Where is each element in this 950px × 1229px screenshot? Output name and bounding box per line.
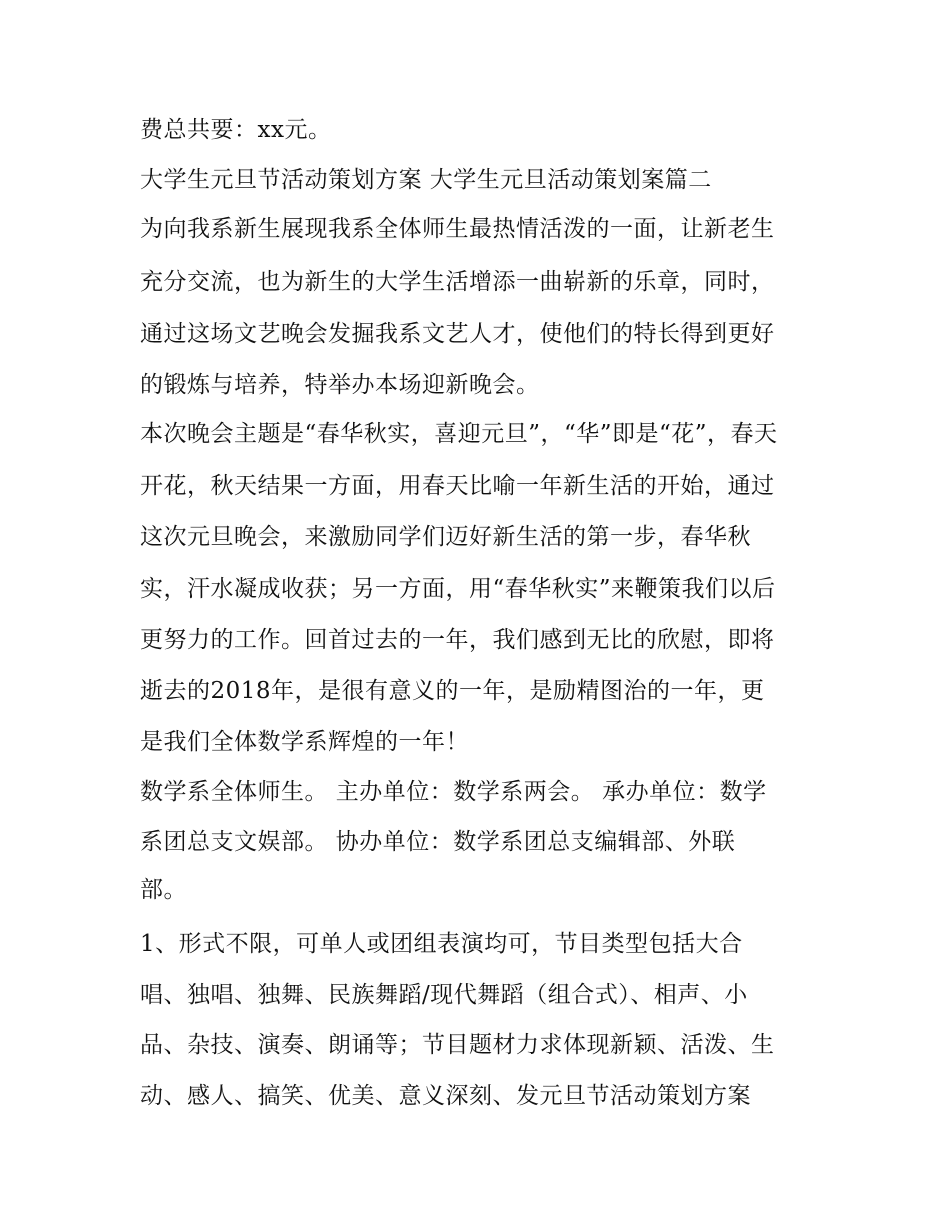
text-line: 的锻炼与培养，特举办本场迎新晚会。 [140,372,540,398]
text-line: 费总共要：xx元。 [140,117,332,143]
text-line: 开花，秋天结果一方面，用春天比喻一年新生活的开始，通过 [140,473,775,499]
text-line: 是我们全体数学系辉煌的一年！ [140,729,469,755]
text-line: 1、形式不限，可单人或团组表演均可，节目类型包括大合 [140,931,743,957]
text-line: 实，汗水凝成收获；另一方面，用“春华秋实”来鞭策我们以后 [140,576,776,602]
text-line: 品、杂技、演奏、朗诵等；节目题材力求体现新颖、活泼、生 [140,1032,775,1058]
text-line: 大学生元旦节活动策划方案 大学生元旦活动策划案篇二 [140,167,712,193]
text-line: 本次晚会主题是“春华秋实，喜迎元旦”，“华”即是“花”，春天 [140,421,778,447]
text-line: 通过这场文艺晚会发掘我系文艺人才，使他们的特长得到更好 [140,321,775,347]
text-line: 唱、独唱、独舞、民族舞蹈/现代舞蹈（组合式）、相声、小 [140,982,748,1008]
text-line: 动、感人、搞笑、优美、意义深刻、发元旦节活动策划方案 [140,1083,751,1109]
text-line: 更努力的工作。回首过去的一年，我们感到无比的欣慰，即将 [140,627,775,653]
text-line: 数学系全体师生。 主办单位：数学系两会。 承办单位：数学 [140,779,767,805]
text-line: 部。 [140,877,187,903]
text-line: 充分交流，也为新生的大学生活增添一曲崭新的乐章，同时， [140,269,775,295]
text-line: 这次元旦晚会，来激励同学们迈好新生活的第一步，春华秋 [140,524,751,550]
text-line: 系团总支文娱部。 协办单位：数学系团总支编辑部、外联 [140,829,736,855]
text-line: 为向我系新生展现我系全体师生最热情活泼的一面，让新老生 [140,216,775,242]
text-line: 逝去的2018年，是很有意义的一年，是励精图治的一年，更 [140,678,765,704]
